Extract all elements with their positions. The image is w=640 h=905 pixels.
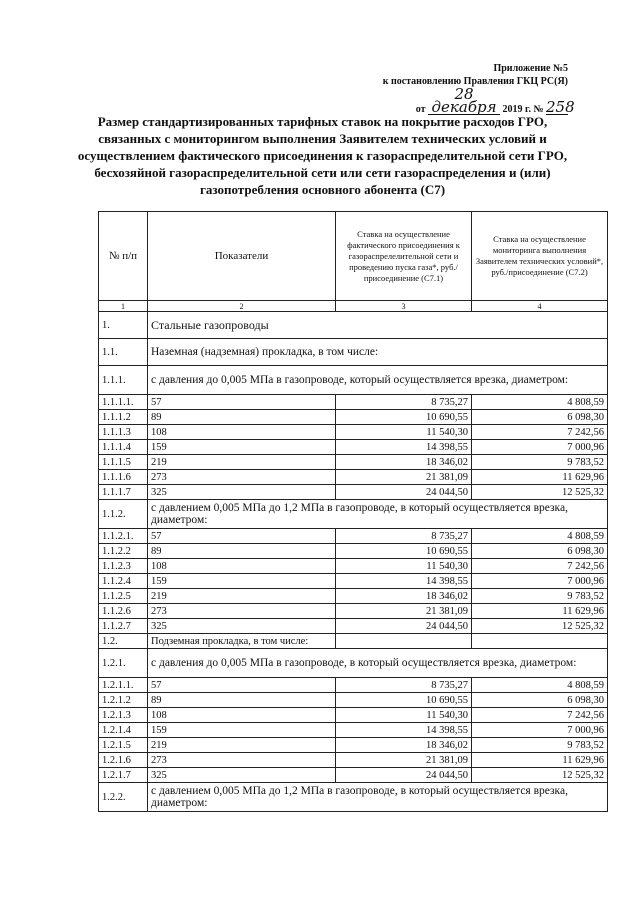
row-indicator: 219 [148, 589, 336, 604]
row-number: 1.1.1.6 [99, 470, 148, 485]
row-indicator: с давления до 0,005 МПа в газопроводе, в который осуществляется врезка, диаметром: [148, 649, 608, 678]
table-row [99, 500, 608, 529]
row-number: 1.1.2.5 [99, 589, 148, 604]
table-row [99, 708, 608, 723]
table-row [99, 753, 608, 768]
rate-connection: 11 540,30 [336, 425, 472, 440]
rate-monitoring: 6 098,30 [472, 544, 608, 559]
table-row [99, 634, 608, 649]
rate-monitoring: 4 808,59 [472, 395, 608, 410]
table-row [99, 544, 608, 559]
rate-connection: 10 690,55 [336, 410, 472, 425]
rate-connection: 8 735,27 [336, 529, 472, 544]
rate-monitoring: 11 629,96 [472, 604, 608, 619]
table-row [99, 783, 608, 812]
table-row [99, 395, 608, 410]
row-number: 1.1.2.6 [99, 604, 148, 619]
rate-monitoring: 12 525,32 [472, 768, 608, 783]
rate-monitoring: 6 098,30 [472, 410, 608, 425]
row-number: 1.2.1.2 [99, 693, 148, 708]
row-indicator: 108 [148, 425, 336, 440]
rate-monitoring: 4 808,59 [472, 529, 608, 544]
row-number: 1.1.1.4 [99, 440, 148, 455]
table-row [99, 440, 608, 455]
row-indicator: 89 [148, 693, 336, 708]
header-rate-monitoring: Ставка на осуществление мониторинга выполнения Заявителем технических условий*, руб./присоединение (С7.2) [472, 212, 608, 301]
row-indicator: 108 [148, 708, 336, 723]
row-indicator: 325 [148, 768, 336, 783]
handwritten-date: 28 декабря [428, 88, 500, 115]
row-indicator: Стальные газопроводы [148, 312, 608, 339]
row-indicator: 57 [148, 529, 336, 544]
row-number: 1.1.2.7 [99, 619, 148, 634]
table-row [99, 425, 608, 440]
row-number: 1.1.2.1. [99, 529, 148, 544]
row-number: 1.2.1.1. [99, 678, 148, 693]
rate-connection [336, 634, 472, 649]
column-number-row [99, 301, 608, 312]
date-prefix: от [415, 104, 426, 115]
row-number: 1.1.1.5 [99, 455, 148, 470]
table-row [99, 559, 608, 574]
column-number: 1 [99, 301, 148, 312]
table-row [99, 339, 608, 366]
row-number: 1.1.1.7 [99, 485, 148, 500]
row-number: 1.1.2.2 [99, 544, 148, 559]
table-row [99, 312, 608, 339]
row-number: 1.1.2. [99, 500, 148, 529]
rate-connection: 14 398,55 [336, 574, 472, 589]
row-indicator: 219 [148, 738, 336, 753]
table-row [99, 723, 608, 738]
row-number: 1.1.2.4 [99, 574, 148, 589]
column-number: 4 [472, 301, 608, 312]
row-number: 1.2.1.3 [99, 708, 148, 723]
table-row [99, 738, 608, 753]
row-number: 1.2.1. [99, 649, 148, 678]
appendix-date-line [318, 85, 575, 116]
rate-monitoring: 12 525,32 [472, 485, 608, 500]
rate-monitoring: 11 629,96 [472, 753, 608, 768]
rate-monitoring: 9 783,52 [472, 589, 608, 604]
row-indicator: 89 [148, 544, 336, 559]
rate-connection: 14 398,55 [336, 723, 472, 738]
rate-connection: 18 346,02 [336, 589, 472, 604]
rate-monitoring: 7 242,56 [472, 559, 608, 574]
rate-monitoring [472, 634, 608, 649]
rate-connection: 24 044,50 [336, 619, 472, 634]
appendix-header [318, 62, 575, 116]
header-num: № п/п [99, 212, 148, 301]
row-number: 1.2.1.4 [99, 723, 148, 738]
table-row [99, 693, 608, 708]
row-number: 1.2.1.6 [99, 753, 148, 768]
rate-monitoring: 7 000,96 [472, 440, 608, 455]
column-number: 2 [148, 301, 336, 312]
row-indicator: 273 [148, 604, 336, 619]
rate-monitoring: 7 000,96 [472, 723, 608, 738]
rate-connection: 8 735,27 [336, 678, 472, 693]
table-row [99, 589, 608, 604]
row-indicator: Наземная (надземная) прокладка, в том числе: [148, 339, 608, 366]
year-text: 2019 г. № [502, 104, 544, 115]
row-indicator: 159 [148, 440, 336, 455]
row-indicator: 159 [148, 574, 336, 589]
rate-connection: 10 690,55 [336, 693, 472, 708]
rate-monitoring: 4 808,59 [472, 678, 608, 693]
rate-connection: 24 044,50 [336, 768, 472, 783]
table-row [99, 455, 608, 470]
column-number: 3 [336, 301, 472, 312]
rate-connection: 21 381,09 [336, 753, 472, 768]
table-row [99, 470, 608, 485]
table-header-row [99, 212, 608, 301]
rate-monitoring: 11 629,96 [472, 470, 608, 485]
table-row [99, 768, 608, 783]
rate-connection: 11 540,30 [336, 559, 472, 574]
row-indicator: 159 [148, 723, 336, 738]
table-row [99, 604, 608, 619]
row-indicator: 57 [148, 395, 336, 410]
appendix-title: Приложение №5 [493, 63, 568, 74]
row-indicator: с давлением 0,005 МПа до 1,2 МПа в газопроводе, в который осуществляется врезка, диаметром: [148, 500, 608, 529]
rate-monitoring: 9 783,52 [472, 455, 608, 470]
tariff-table [98, 211, 608, 812]
row-number: 1.1.1.2 [99, 410, 148, 425]
header-rate-connection: Ставка на осуществление фактического присоединения к газораспрелелительной сети и проведению пуска газа*, руб./присоединение (С7.1) [336, 212, 472, 301]
table-row [99, 529, 608, 544]
rate-monitoring: 7 000,96 [472, 574, 608, 589]
row-indicator: с давлением 0,005 МПа до 1,2 МПа в газопроводе, в который осуществляется врезка, диаметром: [148, 783, 608, 812]
handwritten-number: 258 [546, 98, 575, 116]
table-row [99, 678, 608, 693]
rate-monitoring: 7 242,56 [472, 708, 608, 723]
table-row [99, 410, 608, 425]
rate-connection: 8 735,27 [336, 395, 472, 410]
table-row [99, 574, 608, 589]
table-row [99, 649, 608, 678]
rate-connection: 18 346,02 [336, 455, 472, 470]
rate-connection: 11 540,30 [336, 708, 472, 723]
table-row [99, 619, 608, 634]
rate-monitoring: 12 525,32 [472, 619, 608, 634]
rate-connection: 24 044,50 [336, 485, 472, 500]
table-row [99, 366, 608, 395]
row-indicator: с давления до 0,005 МПа в газопроводе, который осуществляется врезка, диаметром: [148, 366, 608, 395]
row-number: 1.1.2.3 [99, 559, 148, 574]
rate-monitoring: 6 098,30 [472, 693, 608, 708]
row-indicator: 273 [148, 753, 336, 768]
row-indicator: 89 [148, 410, 336, 425]
row-number: 1. [99, 312, 148, 339]
row-number: 1.1.1. [99, 366, 148, 395]
row-number: 1.1.1.1. [99, 395, 148, 410]
rate-monitoring: 9 783,52 [472, 738, 608, 753]
appendix-reference: к постановлению Правления ГКЦ РС(Я) [382, 76, 568, 87]
row-indicator: 57 [148, 678, 336, 693]
row-number: 1.2.1.7 [99, 768, 148, 783]
row-indicator: Подземная прокладка, в том числе: [148, 634, 336, 649]
row-number: 1.2.1.5 [99, 738, 148, 753]
row-number: 1.1.1.3 [99, 425, 148, 440]
rate-connection: 14 398,55 [336, 440, 472, 455]
row-indicator: 273 [148, 470, 336, 485]
rate-monitoring: 7 242,56 [472, 425, 608, 440]
rate-connection: 21 381,09 [336, 470, 472, 485]
row-indicator: 108 [148, 559, 336, 574]
row-number: 1.2. [99, 634, 148, 649]
row-number: 1.2.2. [99, 783, 148, 812]
row-indicator: 325 [148, 485, 336, 500]
document-title: Размер стандартизированных тарифных ставок на покрытие расходов ГРО, связанных с мониторингом выполнения Заявителем технических условий и осуществлением фактического присоединения к газораспределительной сети ГРО, бесхозяйной газораспределительной сети или сети газораспределения и (или) газопотребления основного абонента (С7) [77, 114, 568, 197]
row-number: 1.1. [99, 339, 148, 366]
row-indicator: 219 [148, 455, 336, 470]
rate-connection: 18 346,02 [336, 738, 472, 753]
table-row [99, 485, 608, 500]
tariff-table-body [99, 212, 608, 812]
row-indicator: 325 [148, 619, 336, 634]
rate-connection: 21 381,09 [336, 604, 472, 619]
header-name: Показатели [148, 212, 336, 301]
rate-connection: 10 690,55 [336, 544, 472, 559]
